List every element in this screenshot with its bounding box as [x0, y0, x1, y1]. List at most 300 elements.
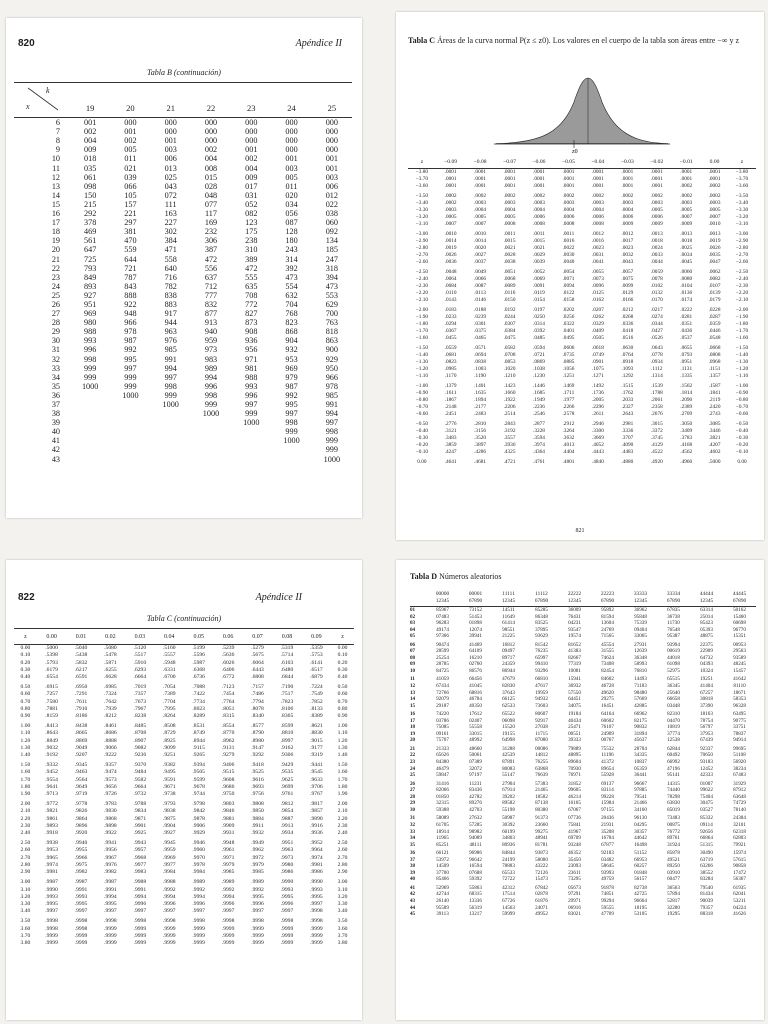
table-cell: 111 — [164, 199, 177, 209]
table-cell: 15457 — [733, 667, 746, 674]
row-label: 1.70 — [20, 776, 31, 783]
table-cell: .8238 — [133, 713, 147, 720]
table-cell: 41383 — [568, 648, 581, 655]
table-cell: .8599 — [280, 723, 294, 730]
table-cell: 721 — [124, 263, 137, 273]
table-cell: .0057 — [621, 269, 634, 275]
table-cell: 63266 — [700, 863, 713, 870]
table-cell: 75707 — [436, 737, 449, 744]
table-cell: 392 — [285, 263, 298, 273]
table-row — [408, 207, 756, 214]
table-cell: .5910 — [133, 659, 147, 666]
table-cell: .9864 — [74, 815, 88, 822]
table-cell: 12538 — [667, 737, 680, 744]
table-cell: 37953 — [700, 730, 713, 737]
table-cell: 87080 — [535, 737, 548, 744]
table-cell: .9846 — [221, 808, 235, 815]
table-cell: 57615 — [733, 856, 746, 863]
table-cell: 472 — [204, 254, 218, 264]
table-cell: .9082 — [133, 744, 147, 751]
table-cell: .9960 — [192, 847, 205, 854]
normal-table-positive — [14, 632, 354, 947]
table-cell: 966 — [325, 372, 338, 382]
table-cell: .0003 — [621, 200, 634, 206]
table-cell: .0035 — [708, 252, 721, 258]
table-cell: 46352 — [568, 850, 581, 857]
table-row — [408, 335, 756, 342]
table-cell: 635 — [245, 281, 258, 291]
table-cell: .9999 — [310, 932, 323, 939]
table-cell: .0188 — [474, 307, 487, 313]
table-cell: .9999 — [162, 925, 176, 932]
row-label: 1.60 — [20, 769, 31, 776]
table-cell: 1000 — [202, 409, 220, 419]
table-cell: .9977 — [162, 861, 176, 868]
table-cell: .9319 — [310, 752, 323, 759]
table-cell: .9948 — [221, 840, 235, 847]
table-cell: 92183 — [601, 850, 614, 857]
table-cell: .4761 — [533, 459, 545, 465]
table-cell: .6950 — [74, 684, 88, 691]
row-label: −2.30 — [415, 283, 429, 289]
table-top-rule — [14, 628, 354, 629]
table-cell: .5239 — [221, 645, 235, 652]
table-cell: .0001 — [562, 183, 575, 189]
table-cell: .0418 — [621, 328, 634, 334]
row-label: 1.40 — [20, 752, 31, 759]
table-cell: 011 — [285, 181, 298, 191]
table-cell: 85251 — [436, 841, 449, 848]
table-cell: .8944 — [192, 737, 205, 744]
table-cell: 060 — [325, 218, 338, 228]
row-label: 01 — [410, 607, 416, 613]
table-cell: 77319 — [568, 661, 581, 668]
table-cell: 150 — [84, 190, 97, 200]
table-cell: 0.90 — [337, 713, 348, 720]
row-label: 2.60 — [20, 847, 31, 854]
table-cell: 78754 — [700, 717, 713, 724]
table-cell: .9887 — [280, 815, 294, 822]
table-cell: .1611 — [444, 390, 457, 396]
table-cell: .0038 — [503, 259, 516, 265]
table-cell: 21465 — [535, 787, 548, 794]
table-cell: 913 — [204, 318, 218, 328]
table-cell: 76971 — [568, 772, 581, 779]
table-cell: 14812 — [535, 752, 548, 759]
table-cell: .0244 — [503, 314, 516, 320]
table-cell: 58080 — [535, 856, 548, 863]
table-cell: .9990 — [310, 879, 323, 886]
table-cell: .0001 — [680, 176, 693, 182]
table-cell: 96986 — [469, 850, 482, 857]
table-cell: 96770 — [733, 626, 746, 633]
table-cell: 96642 — [469, 856, 482, 863]
table-cell: 991 — [164, 354, 177, 364]
table-cell: .0222 — [680, 307, 693, 313]
table-cell: 035 — [84, 163, 97, 173]
table-cell: −0.20 — [735, 442, 749, 448]
table-cell: .0013 — [708, 231, 721, 237]
table-cell: 93589 — [733, 654, 746, 661]
table-cell: .9591 — [162, 776, 176, 783]
table-cell: .0018 — [650, 238, 663, 244]
row-label: 42 — [51, 445, 60, 455]
row-label: 19 — [410, 730, 416, 737]
row-label: −0.40 — [415, 428, 429, 434]
table-cell: 009 — [84, 145, 97, 155]
table-cell: .9997 — [162, 908, 176, 915]
table-cell: 62803 — [733, 835, 746, 842]
column-header: 22223 — [600, 591, 615, 597]
row-label: −0.60 — [415, 411, 429, 417]
table-cell — [151, 436, 191, 445]
table-cell: −3.70 — [735, 176, 749, 182]
table-cell: 554 — [285, 281, 298, 291]
row-label: −3.30 — [415, 207, 429, 213]
row-label: −0.70 — [415, 404, 429, 410]
table-cell: 89250 — [667, 863, 680, 870]
table-cell: 948 — [124, 309, 137, 319]
table-cell: .6517 — [310, 666, 323, 673]
table-cell: .7517 — [280, 691, 294, 698]
table-cell: .9996 — [280, 900, 294, 907]
table-cell: 25014 — [700, 613, 713, 620]
table-cell: .2090 — [680, 397, 693, 403]
row-label: 25 — [410, 772, 416, 779]
table-cell: .9686 — [221, 783, 235, 790]
table-cell: .9099 — [162, 744, 176, 751]
table-cell: 36345 — [667, 683, 680, 690]
table-cell: 989 — [204, 363, 218, 373]
table-cell: .9826 — [74, 808, 88, 815]
table-cell: .0006 — [562, 214, 575, 220]
table-cell: .9983 — [133, 869, 147, 876]
table-cell: 900 — [325, 345, 338, 355]
table-row — [14, 887, 354, 894]
table-cell — [151, 418, 191, 427]
table-cell: 74729 — [733, 800, 746, 807]
table-cell: 384 — [164, 236, 177, 246]
table-cell: 38234 — [733, 765, 746, 772]
table-cell: .8051 — [221, 705, 235, 712]
column-header: 20 — [110, 98, 150, 118]
column-header: 67890 — [525, 597, 558, 607]
table-cell: .9927 — [162, 830, 176, 837]
table-cell: 873 — [245, 318, 258, 328]
table-cell: 006 — [164, 154, 177, 164]
normal-curve — [496, 78, 668, 144]
table-cell: .3300 — [591, 428, 604, 434]
table-cell: .9999 — [251, 932, 264, 939]
row-label: −0.90 — [415, 390, 429, 396]
table-row — [14, 940, 354, 947]
table-cell: .0104 — [680, 283, 693, 289]
table-cell — [70, 418, 110, 427]
table-cell: .0465 — [474, 335, 487, 341]
row-label: 0.40 — [20, 674, 31, 681]
table-cell: 996 — [204, 381, 218, 391]
table-row — [14, 837, 354, 847]
row-label: −2.80 — [415, 245, 429, 251]
table-cell: 157 — [124, 199, 137, 209]
table-cell: 98982 — [469, 828, 482, 835]
table-cell: .2546 — [533, 411, 545, 417]
table-cell: .0721 — [533, 352, 545, 358]
table-cell: .2981 — [621, 421, 634, 427]
table-cell: 48245 — [733, 661, 746, 668]
row-label: 40 — [51, 427, 60, 437]
row-label: 6 — [55, 118, 60, 128]
table-cell: .9998 — [310, 918, 323, 925]
table-cell: .0007 — [680, 214, 693, 220]
table-cell: .1711 — [562, 390, 575, 396]
table-cell: .9946 — [192, 840, 205, 847]
table-cell: .0005 — [650, 207, 663, 213]
table-cell: .1539 — [650, 383, 663, 389]
table-cell: 41045 — [469, 683, 482, 690]
table-cell: .3372 — [650, 428, 663, 434]
table-cell: .0003 — [444, 207, 457, 213]
table-cell: 000 — [124, 118, 137, 128]
table-cell: 63648 — [733, 793, 746, 800]
table-cell: 27931 — [634, 641, 647, 648]
table-cell: .9808 — [251, 801, 264, 808]
table-cell: .9998 — [192, 918, 205, 925]
table-cell: 000 — [285, 127, 298, 137]
table-cell: .9990 — [45, 886, 58, 893]
table-cell: .0031 — [591, 252, 604, 258]
table-cell: 381 — [124, 227, 137, 237]
table-cell: 292 — [84, 209, 97, 219]
table-cell: 45554 — [601, 641, 614, 648]
table-cell: .9803 — [221, 801, 235, 808]
table-cell: .9744 — [192, 791, 205, 798]
table-row — [408, 404, 756, 411]
table-cell: .5832 — [74, 659, 88, 666]
table-cell: .1949 — [533, 397, 545, 403]
table-cell: 30357 — [634, 828, 647, 835]
table-cell: .7642 — [104, 698, 117, 705]
column-header: −0.02 — [642, 158, 671, 169]
table-row — [408, 259, 756, 266]
table-cell: .1762 — [621, 390, 634, 396]
table-cell: .9995 — [251, 893, 264, 900]
table-cell: .0008 — [503, 221, 516, 227]
table-cell: 41469 — [469, 641, 482, 648]
table-cell: .8849 — [45, 737, 58, 744]
table-cell: 11965 — [436, 835, 449, 842]
normal-curve-figure — [492, 72, 672, 154]
table-cell: .9564 — [74, 776, 88, 783]
table-cell: 951 — [84, 299, 97, 309]
table-cell: 725 — [84, 254, 97, 264]
column-header: 00001 — [468, 591, 483, 597]
table-cell: .9495 — [162, 769, 176, 776]
table-cell: .4443 — [591, 449, 604, 455]
table-cell: .9997 — [280, 908, 294, 915]
table-cell: 998 — [325, 427, 338, 437]
table-cell: 15974 — [733, 850, 746, 857]
table-cell: 89276 — [469, 800, 482, 807]
column-header: −0.09 — [436, 158, 465, 169]
table-cell: 98551 — [502, 626, 515, 633]
table-cell: 215 — [84, 199, 97, 209]
row-label: −2.90 — [415, 238, 429, 244]
row-label: 9 — [55, 145, 60, 155]
table-cell: .0301 — [474, 321, 487, 327]
table-cell: .9970 — [192, 854, 205, 861]
table-cell: .3594 — [533, 435, 545, 441]
row-label: 0.60 — [20, 691, 31, 698]
table-cell: 76639 — [535, 772, 548, 779]
table-cell: .6368 — [192, 666, 205, 673]
table-cell: .0495 — [562, 335, 575, 341]
table-cell: 36962 — [634, 607, 647, 613]
table-cell: .9989 — [192, 879, 205, 886]
table-cell: −0.40 — [735, 428, 749, 434]
table-cell: 39333 — [568, 737, 581, 744]
table-cell: 83284 — [700, 876, 713, 883]
table-cell: .0436 — [680, 328, 693, 334]
table-cell: −0.30 — [735, 435, 749, 441]
table-cell: .0132 — [650, 290, 663, 296]
table-cell: 91373 — [535, 815, 548, 822]
row-label: 38 — [51, 409, 60, 419]
table-cell: 89582 — [502, 800, 515, 807]
table-cell: .3228 — [533, 428, 545, 434]
row-label: 44 — [410, 904, 416, 911]
table-cell: .1814 — [680, 390, 693, 396]
table-cell: 93296 — [535, 667, 548, 674]
table-cell: .0001 — [444, 169, 457, 175]
table-cell: .1736 — [591, 390, 604, 396]
table-cell: 90474 — [436, 641, 449, 648]
table-cell: .6406 — [221, 666, 235, 673]
table-row — [14, 154, 352, 163]
table-cell: .6736 — [192, 674, 205, 681]
table-cell: 14511 — [502, 607, 515, 613]
table-cell: 787 — [124, 272, 137, 282]
table-cell: 81652 — [568, 641, 581, 648]
table-cell: 50061 — [469, 752, 482, 759]
table-cell: .9913 — [280, 822, 294, 829]
table-cell: .0228 — [708, 307, 721, 313]
table-cell: .6808 — [251, 674, 264, 681]
table-cell: .9999 — [221, 939, 235, 946]
table-cell: −2.30 — [735, 283, 749, 289]
table-cell: .9177 — [310, 744, 323, 751]
table-cell: .9995 — [310, 893, 323, 900]
table-cell — [151, 455, 191, 464]
table-cell: .9955 — [74, 847, 88, 854]
table-cell: .9981 — [310, 861, 323, 868]
row-label: 36 — [51, 390, 60, 400]
column-header: −0.01 — [672, 158, 701, 169]
table-cell: .0001 — [650, 176, 663, 182]
table-cell: .9671 — [162, 783, 176, 790]
table-cell: 30490 — [700, 850, 713, 857]
table-cell: .9999 — [74, 939, 88, 946]
table-cell: .9964 — [310, 847, 323, 854]
table-row — [408, 314, 756, 321]
table-cell: .9394 — [192, 762, 205, 769]
table-cell: 67434 — [436, 683, 449, 690]
table-cell: 849 — [84, 272, 97, 282]
table-cell: .0082 — [708, 276, 721, 282]
table-cell: 000 — [204, 127, 218, 137]
table-cell: .9980 — [280, 861, 294, 868]
table-cell: 2.30 — [337, 822, 348, 829]
table-cell: 0.70 — [337, 698, 348, 705]
table-cell: 038 — [325, 209, 338, 219]
table-cell: 66125 — [502, 696, 515, 703]
table-cell: 31555 — [601, 648, 614, 655]
table-row — [408, 435, 756, 442]
table-cell: .9890 — [310, 815, 323, 822]
table-cell: 49952 — [535, 911, 548, 918]
table-cell: .0001 — [533, 176, 545, 182]
row-label: 34 — [51, 372, 60, 382]
table-cell: 67483 — [733, 772, 746, 779]
table-cell: .0052 — [533, 269, 545, 275]
table-cell: 793 — [84, 263, 97, 273]
table-cell: 34160 — [634, 806, 647, 813]
table-cell: .0212 — [621, 307, 634, 313]
table-cell: 60477 — [667, 876, 680, 883]
table-cell: .9370 — [133, 762, 147, 769]
table-cell: .0023 — [591, 245, 604, 251]
table-cell: .0764 — [621, 352, 634, 358]
table-cell: .6255 — [104, 666, 117, 673]
table-cell: 33751 — [733, 724, 746, 731]
column-header: 67890 — [657, 597, 690, 607]
table-cell: .0183 — [444, 307, 457, 313]
table-cell: .0179 — [708, 297, 721, 303]
table-cell: 0.00 — [737, 459, 747, 465]
table-cell: 472 — [245, 263, 258, 273]
table-cell: 003 — [325, 172, 338, 182]
table-cell: 3.30 — [337, 900, 348, 907]
binomial-table — [14, 98, 352, 464]
table-cell: 01848 — [634, 869, 647, 876]
row-label: 0.10 — [20, 652, 31, 659]
table-cell: 72722 — [502, 876, 515, 883]
table-cell: 827 — [245, 309, 258, 319]
page-822 — [6, 560, 362, 1020]
table-cell: 169 — [204, 218, 218, 228]
table-cell: 87138 — [535, 800, 548, 807]
table-cell: 40350 — [469, 702, 482, 709]
table-cell: .2389 — [680, 404, 693, 410]
table-cell: 60257 — [634, 863, 647, 870]
table-cell: .2266 — [562, 404, 575, 410]
table-cell — [271, 455, 311, 464]
table-cell: 077 — [204, 199, 218, 209]
table-cell: 00086 — [535, 745, 548, 752]
table-cell: 46784 — [469, 696, 482, 703]
table-cell: 95387 — [667, 633, 680, 640]
table-cell: .0322 — [562, 321, 575, 327]
table-cell: .0778 — [650, 352, 663, 358]
table-cell: 65533 — [502, 869, 515, 876]
table-cell: .0749 — [591, 352, 604, 358]
table-cell: −3.20 — [735, 214, 749, 220]
table-cell: .5080 — [104, 645, 117, 652]
table-cell: .0001 — [650, 169, 663, 175]
table-cell: 42333 — [700, 772, 713, 779]
table-cell: 904 — [285, 336, 298, 346]
table-cell: 011 — [124, 154, 137, 164]
